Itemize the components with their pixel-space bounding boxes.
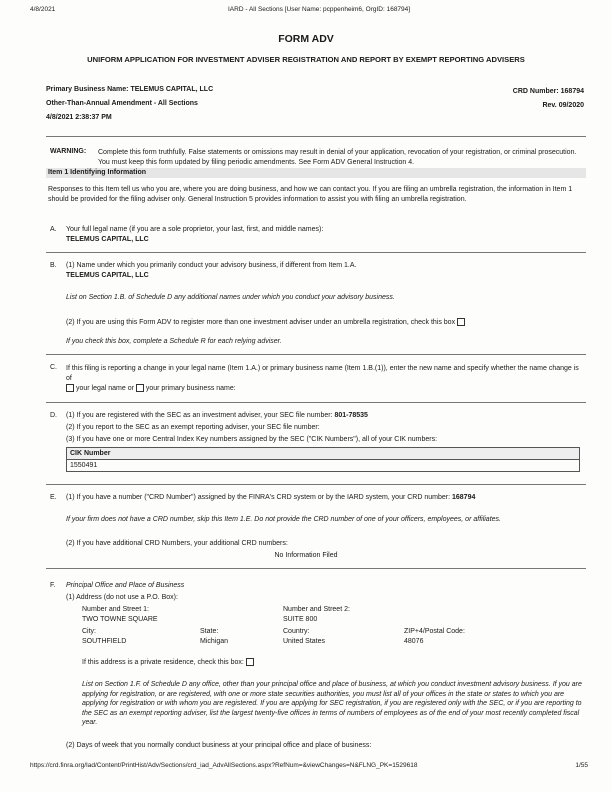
item-a-question: Your full legal name (if you are a sole proprietor, your last, first, and middle names): — [66, 226, 324, 233]
primary-business-label: Primary Business Name: — [46, 86, 129, 93]
item-d1-question — [66, 412, 368, 419]
cik-header: CIK Number — [67, 448, 580, 460]
item-d-letter: D. — [50, 412, 57, 419]
divider — [46, 136, 586, 137]
zip-value: 48076 — [404, 638, 424, 645]
street2-label: Number and Street 2: — [283, 606, 350, 613]
divider — [46, 354, 586, 355]
business-name-value: TELEMUS CAPITAL, LLC — [66, 272, 149, 279]
cik-header-row — [67, 448, 580, 460]
item-d2-question: (2) If you report to the SEC as an exempt reporting adviser, your SEC file number: — [66, 424, 320, 431]
legal-name-value: TELEMUS CAPITAL, LLC — [66, 236, 149, 243]
item-f-heading: Principal Office and Place of Business — [66, 582, 185, 589]
print-title: IARD - All Sections [User Name: pcppenheim6, OrgID: 168794] — [228, 6, 411, 13]
item-a-letter: A. — [50, 226, 57, 233]
amendment-type: Other-Than-Annual Amendment - All Sections — [46, 100, 198, 107]
print-url: https://crd.finra.org/Iad/Content/PrintHist/Adv/Sections/crd_iad_AdvAllSections.aspx?RefNum=&viewChanges=N&FLNG_PK=1529618 — [30, 762, 418, 769]
print-date: 4/8/2021 — [30, 6, 56, 13]
divider — [46, 252, 586, 253]
table-row — [67, 460, 580, 472]
revision: Rev. 09/2020 — [542, 102, 584, 109]
item-d3-question: (3) If you have one or more Central Index Key numbers assigned by the SEC ("CIK Numbers"), all of your CIK numbers: — [66, 436, 438, 443]
item-e1-note: If your firm does not have a CRD number, skip this Item 1.E. Do not provide the CRD number of one of your officers, employees, or affiliates. — [66, 516, 501, 523]
item-c-letter: C. — [50, 364, 57, 371]
divider — [46, 402, 586, 403]
divider — [46, 484, 586, 485]
item-b2-text: (2) If you are using this Form ADV to register more than one investment adviser under an umbrella registration, check this box — [66, 318, 456, 326]
item-f1-question: (1) Address (do not use a P.O. Box): — [66, 594, 178, 601]
country-value: United States — [283, 638, 326, 645]
item-b-letter: B. — [50, 262, 57, 269]
divider — [46, 568, 586, 569]
street1-value: TWO TOWNE SQUARE — [82, 616, 158, 623]
item-c-question: If this filing is reporting a change in your legal name (Item 1.A.) or primary business name (Item 1.B.(1)), enter the new name and specify whether the name change is of — [66, 365, 579, 382]
business-name-option: your primary business name: — [145, 384, 236, 392]
street2-value: SUITE 800 — [283, 616, 318, 623]
item-d1-text: (1) If you are registered with the SEC as an investment adviser, your SEC file number: — [66, 412, 333, 419]
item1-intro: Responses to this Item tell us who you are, where you are doing business, and how we can contact you. If you are filing an umbrella registration, the information in Item 1 should be provided for the filing adviser only. General Instruction 5 provides information to assist you with filing an umbrella registration. — [48, 186, 573, 203]
item-e2-question: (2) If you have additional CRD Numbers, your additional CRD numbers: — [66, 540, 288, 547]
name-change-options — [66, 384, 236, 392]
street1-label: Number and Street 1: — [82, 606, 149, 613]
crd-number-value: 168794 — [452, 494, 476, 501]
private-residence-text: If this address is a private residence, check this box: — [82, 658, 244, 666]
state-label: State: — [200, 628, 219, 635]
state-value: Michigan — [200, 638, 229, 645]
form-subtitle: UNIFORM APPLICATION FOR INVESTMENT ADVISER REGISTRATION AND REPORT BY EXEMPT REPORTING ADVISERS — [87, 55, 525, 64]
crd-value: 168794 — [560, 88, 584, 95]
filing-timestamp: 4/8/2021 2:38:37 PM — [46, 114, 112, 121]
item-f-note: List on Section 1.F. of Schedule D any office, other than your principal office and place of business, at which you conduct investment advisory business. If you are applying for registration, or are registered, with one or more state securities authorities, you must list all of your offices in the state or states to which you are applying for registration or with whom you are registered. If you are applying for SEC registration, if you are registered only with the SEC, or if you are reporting to the SEC as an exempt reporting adviser, list the largest twenty-five offices in terms of numbers of employees as of the end of your most recently completed fiscal year. — [82, 681, 582, 726]
private-residence-checkbox[interactable] — [246, 658, 254, 666]
item1-heading: Item 1 Identifying Information — [48, 169, 147, 176]
legal-name-checkbox[interactable] — [66, 384, 74, 392]
city-label: City: — [82, 628, 96, 635]
warning-text: Complete this form truthfully. False statements or omissions may result in denial of your application, revocation of your registration, or criminal prosecution. You must keep this form updated by filing periodic amendments. See Form ADV General Instruction 4. — [98, 149, 577, 166]
item-f-letter: F. — [50, 582, 56, 589]
sec-file-number: 801-78535 — [334, 412, 368, 419]
item-b1-note: List on Section 1.B. of Schedule D any additional names under which you conduct your advisory business. — [66, 294, 395, 301]
item-e1-question — [66, 494, 475, 501]
city-value: SOUTHFIELD — [82, 638, 127, 645]
form-title: FORM ADV — [278, 33, 334, 45]
country-label: Country: — [283, 628, 310, 635]
item-f2-question: (2) Days of week that you normally conduct business at your principal office and place of business: — [66, 742, 372, 749]
item-e1-text: (1) If you have a number ("CRD Number") assigned by the FINRA's CRD system or by the IARD system, your CRD number: — [66, 494, 451, 501]
item-b1-question: (1) Name under which you primarily conduct your advisory business, if different from Item 1.A. — [66, 262, 357, 269]
primary-business-name — [46, 86, 213, 93]
umbrella-checkbox[interactable] — [457, 318, 465, 326]
crd-label: CRD Number: — [512, 88, 559, 95]
private-residence-question — [82, 658, 254, 666]
business-name-checkbox[interactable] — [136, 384, 144, 392]
page-number: 1/55 — [575, 762, 588, 769]
cik-table — [66, 447, 580, 472]
item-b2-note: If you check this box, complete a Schedule R for each relying adviser. — [66, 338, 282, 345]
item-e-letter: E. — [50, 494, 57, 501]
crd-number — [513, 88, 584, 95]
legal-name-option: your legal name or — [75, 384, 134, 392]
primary-business-value: TELEMUS CAPITAL, LLC — [130, 86, 214, 93]
cik-value: 1550491 — [67, 460, 580, 472]
item-e2-answer: No Information Filed — [274, 552, 338, 559]
zip-label: ZIP+4/Postal Code: — [404, 628, 465, 635]
warning-label: WARNING: — [50, 148, 87, 155]
item-b2-question — [66, 318, 465, 326]
